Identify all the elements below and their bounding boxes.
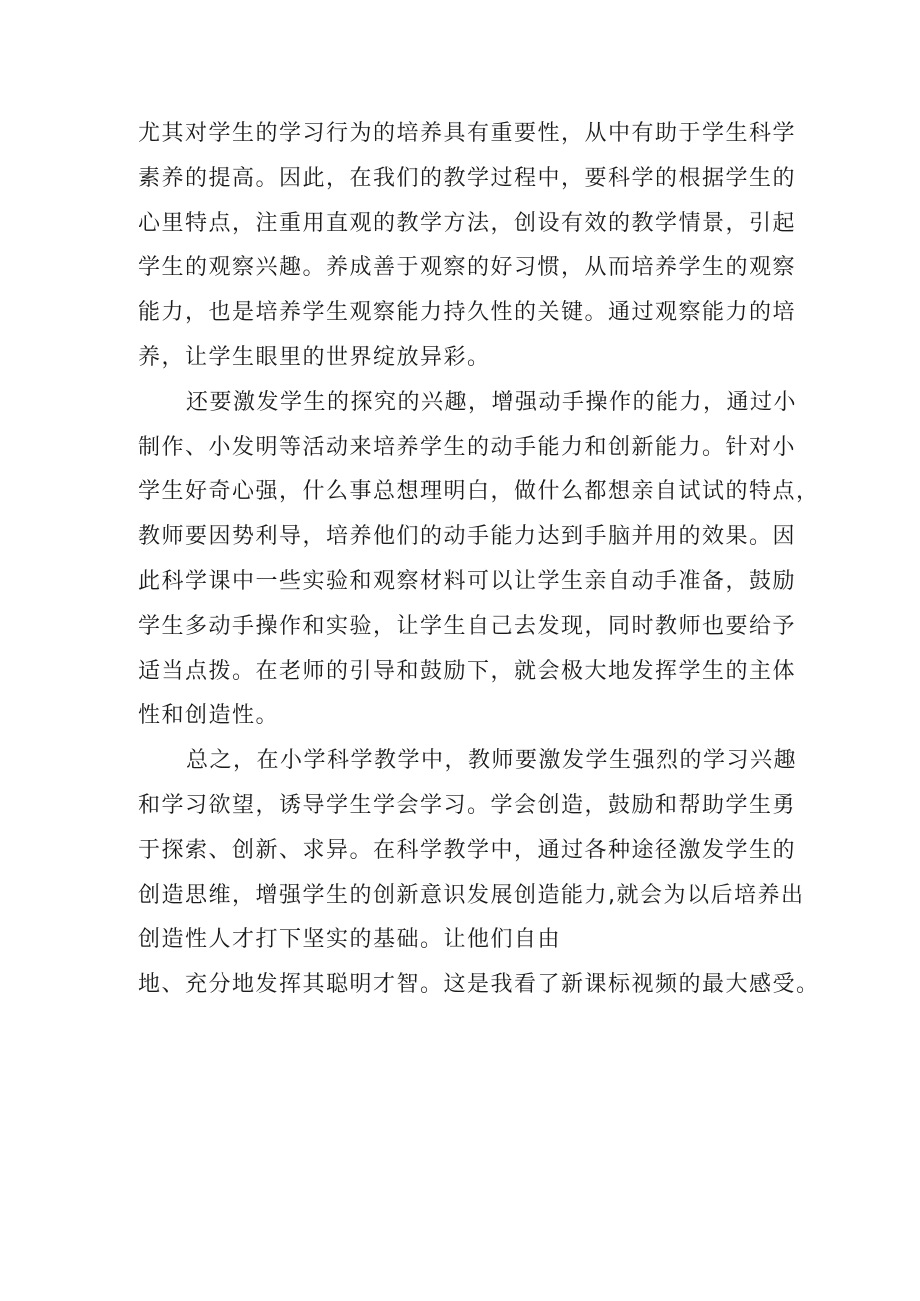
paragraph-2 [138, 381, 828, 739]
text-line: 心里特点，注重用直观的教学方法，创设有效的教学情景，引起 [138, 210, 797, 236]
text-line: 还要激发学生的探究的兴趣，增强动手操作的能力，通过小 [186, 389, 798, 415]
text-line: 素养的提高。因此，在我们的教学过程中，要科学的根据学生的 [138, 165, 797, 191]
text-line: 于探索、创新、求异。在科学教学中，通过各种途径激发学生的 [138, 837, 797, 863]
text-line: 创造思维，增强学生的创新意识发展创造能力,就会为以后培养出 [138, 882, 805, 908]
text-line: 地、充分地发挥其聪明才智。这是我看了新课标视频的最大感受。 [138, 972, 820, 998]
document-body [138, 112, 828, 1008]
text-line: 学生好奇心强，什么事总想理明白，做什么都想亲自试试的特点， [138, 479, 820, 505]
text-line: 适当点拨。在老师的引导和鼓励下，就会极大地发挥学生的主体 [138, 658, 797, 684]
text-line: 性和创造性。 [138, 703, 280, 729]
text-line: 和学习欲望，诱导学生学会学习。学会创造，鼓励和帮助学生勇 [138, 792, 797, 818]
text-line: 能力，也是培养学生观察能力持久性的关键。通过观察能力的培 [138, 300, 797, 326]
paragraph-1 [138, 112, 828, 381]
text-line: 养，让学生眼里的世界绽放异彩。 [138, 344, 491, 370]
text-line: 尤其对学生的学习行为的培养具有重要性，从中有助于学生科学 [138, 121, 797, 146]
text-line: 学生的观察兴趣。养成善于观察的好习惯，从而培养学生的观察 [138, 255, 797, 281]
text-line: 总之，在小学科学教学中，教师要激发学生强烈的学习兴趣 [186, 748, 798, 774]
text-line: 制作、小发明等活动来培养学生的动手能力和创新能力。针对小 [138, 434, 797, 460]
text-line: 教师要因势利导，培养他们的动手能力达到手脑并用的效果。因 [138, 524, 797, 550]
text-line: 学生多动手操作和实验，让学生自己去发现，同时教师也要给予 [138, 613, 797, 639]
paragraph-3 [138, 739, 828, 1008]
text-line: 创造性人才打下坚实的基础。让他们自由 [138, 927, 562, 953]
text-line: 此科学课中一些实验和观察材料可以让学生亲自动手准备，鼓励 [138, 568, 797, 594]
